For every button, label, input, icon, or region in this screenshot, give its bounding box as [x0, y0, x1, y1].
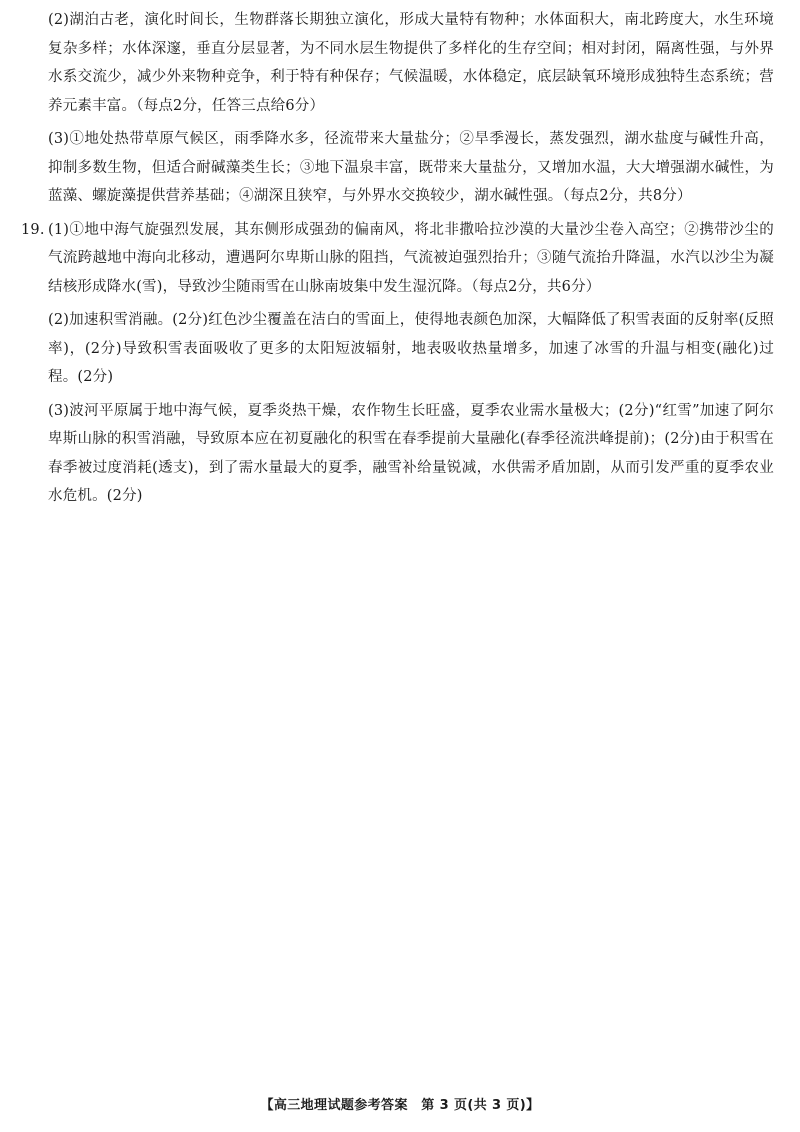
- q19-part2-answer: (2)加速积雪消融。(2分)红色沙尘覆盖在洁白的雪面上，使得地表颜色加深，大幅降低了积雪表面的反射率(反照率)，(2分)导致积雪表面吸收了更多的太阳短波辐射，地表吸收热量增多，加速了冰雪的升温与相变(融化)过程。(2分): [48, 312, 774, 385]
- answer-body: [0, 6, 800, 516]
- question-number: 19.: [21, 221, 45, 238]
- q18-part2-answer: (2)湖泊古老，演化时间长，生物群落长期独立演化，形成大量特有物种；水体面积大，南北跨度大，水生环境复杂多样；水体深邃，垂直分层显著，为不同水层生物提供了多样化的生存空间；相对封闭，隔离性强，与外界水系交流少，减少外来物种竞争，利于特有种保存；气候温暖，水体稳定，底层缺氧环境形成独特生态系统；营养元素丰富。（每点2分，任答三点给6分）: [48, 12, 774, 114]
- page-footer: 【高三地理试题参考答案 第 3 页(共 3 页)】: [260, 1098, 540, 1113]
- q19-part1-text: (1)①地中海气旋强烈发展，其东侧形成强劲的偏南风，将北非撒哈拉沙漠的大量沙尘卷入高空；②携带沙尘的气流跨越地中海向北移动，遭遇阿尔卑斯山脉的阻挡，气流被迫强烈抬升；③随气流抬升降温，水汽以沙尘为凝结核形成降水(雪)，导致沙尘随雨雪在山脉南坡集中发生湿沉降。（每点2分，共6分）: [48, 221, 774, 295]
- q19-part3-answer: (3)波河平原属于地中海气候，夏季炎热干燥，农作物生长旺盛，夏季农业需水量极大；(2分)“红雪”加速了阿尔卑斯山脉的积雪消融，导致原本应在初夏融化的积雪在春季提前大量融化(春季径流洪峰提前)；(2分)由于积雪在春季被过度消耗(透支)，到了需水量最大的夏季，融雪补给量锐减，水供需矛盾加剧，从而引发严重的夏季农业水危机。(2分): [48, 402, 774, 504]
- q18-part3-answer: (3)①地处热带草原气候区，雨季降水多，径流带来大量盐分；②旱季漫长，蒸发强烈，湖水盐度与碱性升高，抑制多数生物，但适合耐碱藻类生长；③地下温泉丰富，既带来大量盐分，又增加水温，大大增强湖水碱性，为蓝藻、螺旋藻提供营养基础；④湖深且狭窄，与外界水交换较少，湖水碱性强。（每点2分，共8分）: [48, 131, 774, 204]
- q19-part1-answer: [0, 216, 800, 302]
